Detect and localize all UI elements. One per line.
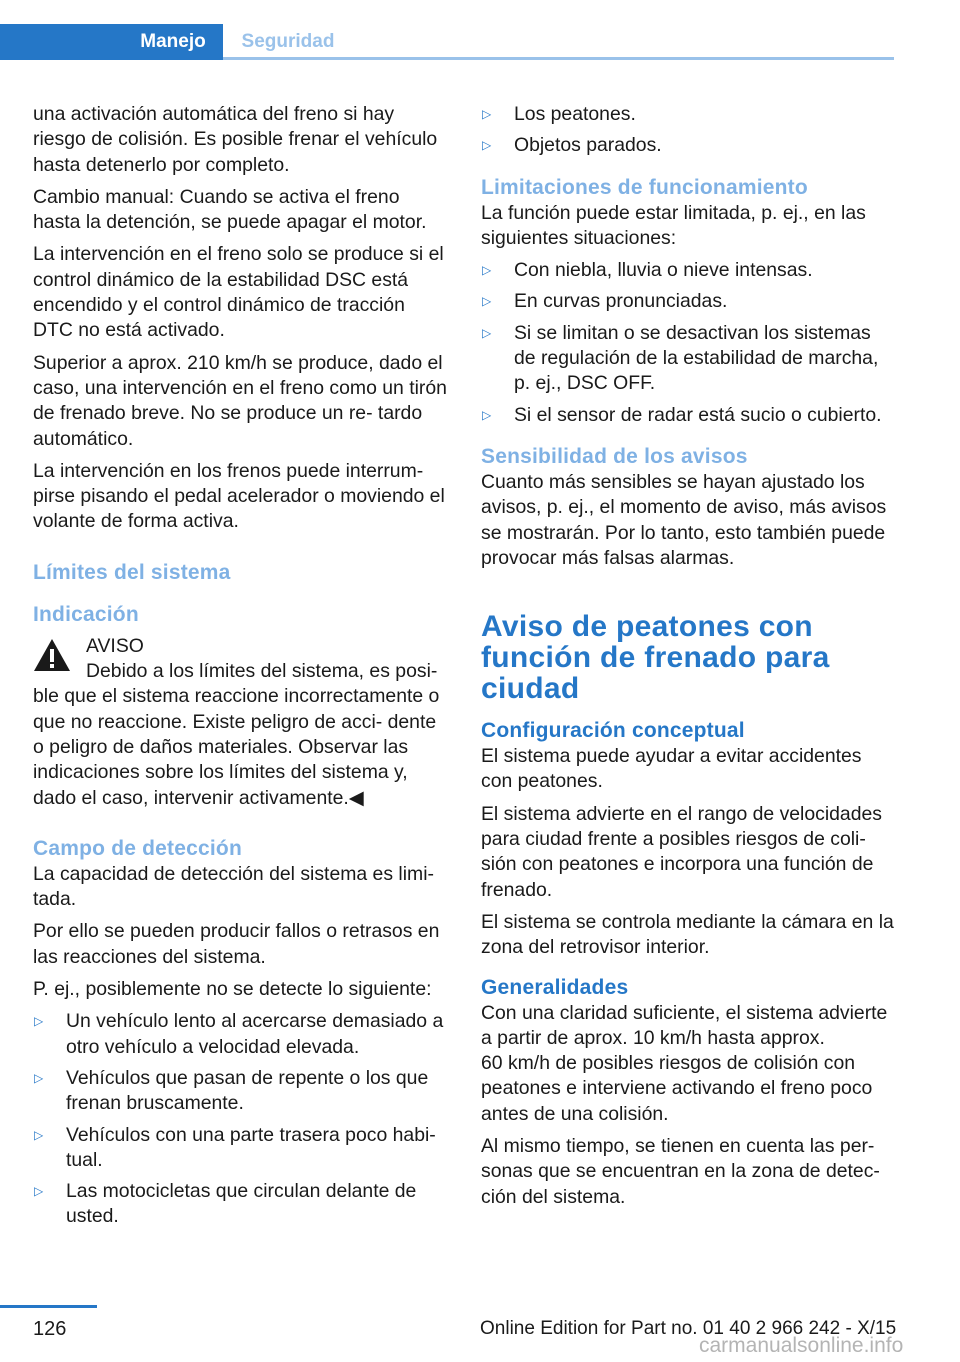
heading-concept: Configuración conceptual <box>481 719 745 743</box>
heading-general: Generalidades <box>481 975 629 999</box>
list-item-text: Si el sensor de radar está sucio o cubierto. <box>514 403 882 426</box>
paragraph: P. ej., posiblemente no se detecte lo siguiente: <box>33 978 432 1001</box>
list-item-text: Vehículos con una parte trasera poco habi‐ tual. <box>66 1123 436 1171</box>
triangle-right-icon: ▷ <box>34 1184 44 1199</box>
list-item <box>481 133 897 158</box>
list-item <box>481 289 897 314</box>
warning-triangle-icon <box>33 638 71 672</box>
list-item <box>481 321 897 397</box>
edition-note: Online Edition for Part no. 01 40 2 966 242 - X/15 <box>480 1318 897 1339</box>
paragraph: El sistema advierte en el rango de velocidades para ciudad frente a posibles riesgos de coli‐ sión con peatones e incorpora una función de frenado. <box>481 802 882 901</box>
paragraph: Cuanto más sensibles se hayan ajustado los avisos, p. ej., el momento de aviso, más avisos se mostrarán. Por lo tanto, esto también puede provocar más falsas alarmas. <box>481 470 887 569</box>
paragraph: La capacidad de detección del sistema es limi‐ tada. <box>33 862 434 911</box>
list-item <box>33 1179 449 1230</box>
list-item <box>481 102 897 127</box>
list-item-text: Los peatones. <box>514 103 636 125</box>
list-item-text: En curvas pronunciadas. <box>514 290 728 313</box>
chapter-tabbar <box>0 24 894 60</box>
footer-rule <box>0 1305 97 1308</box>
triangle-right-icon: ▷ <box>482 263 492 278</box>
watermark: carmanualsonline.info <box>699 1334 904 1357</box>
list-item-text: Un vehículo lento al acercarse demasiado a otro vehículo a velocidad elevada. <box>66 1010 444 1058</box>
paragraph: La función puede estar limitada, p. ej., en las siguientes situaciones: <box>481 201 866 249</box>
paragraph: una activación automática del freno si hay riesgo de colisión. Es posible frenar el vehículo hasta detenerlo por completo. <box>33 103 438 176</box>
warning-box <box>33 634 449 811</box>
list-item-text: Con niebla, lluvia o nieve intensas. <box>514 259 813 282</box>
list-item-text: Las motocicletas que circulan delante de usted. <box>66 1180 417 1228</box>
heading-function-limitations: Limitaciones de funcionamiento <box>481 175 808 199</box>
left-column <box>33 102 449 1237</box>
tab-manejo[interactable]: Manejo <box>123 24 223 60</box>
tabbar-lead <box>0 24 123 60</box>
limitations-list <box>481 258 897 428</box>
paragraph: 60 km/h de posibles riesgos de colisión con peatones e interviene activando el freno poco antes de una colisión. <box>481 1052 873 1125</box>
triangle-right-icon: ▷ <box>482 294 492 309</box>
paragraph: Al mismo tiempo, se tienen en cuenta las per‐ sonas que se encuentran en la zona de detec‐ ción del sistema. <box>481 1135 880 1208</box>
heading-indication: Indicación <box>33 602 139 626</box>
paragraph: Con una claridad suficiente, el sistema advierte a partir de aprox. 10 km/h hasta approx. <box>481 1001 888 1049</box>
paragraph: Por ello se pueden producir fallos o retrasos en las reacciones del sistema. <box>33 920 440 968</box>
section-title: Aviso de peatones con función de frenado para ciudad <box>481 610 830 706</box>
triangle-right-icon: ▷ <box>482 138 492 153</box>
list-item <box>33 1009 449 1060</box>
list-item <box>481 258 897 283</box>
list-item-text: Si se limitan o se desactivan los sistemas de regulación de la estabilidad de marcha, p. ej., DSC OFF. <box>514 321 879 395</box>
heading-detection-range: Campo de detección <box>33 836 242 860</box>
heading-warning-sensitivity: Sensibilidad de los avisos <box>481 444 748 468</box>
triangle-right-icon: ▷ <box>482 107 492 121</box>
paragraph: Cambio manual: Cuando se activa el freno hasta la detención, se puede apagar el motor. <box>33 185 427 234</box>
triangle-right-icon: ▷ <box>482 407 492 422</box>
triangle-right-icon: ▷ <box>34 1127 44 1142</box>
list-item <box>33 1123 449 1174</box>
tabbar-rule <box>223 57 894 60</box>
page-number: 126 <box>33 1318 67 1340</box>
warning-text: ble que el sistema reaccione incorrectamente o que no reaccione. Existe peligro de acci‐ dente o peligro de daños materiales. Observar las indicaciones sobre los límites del sistema y, dado el caso, intervenir activamente.◀ <box>33 685 440 809</box>
list-item <box>33 1066 449 1117</box>
heading-system-limits: Límites del sistema <box>33 560 231 584</box>
paragraph: El sistema puede ayudar a evitar accidentes con peatones. <box>481 745 862 793</box>
triangle-right-icon: ▷ <box>482 325 492 340</box>
warning-text-line1: Debido a los límites del sistema, es posi‐ <box>86 660 438 683</box>
list-item-text: Vehículos que pasan de repente o los que frenan bruscamente. <box>66 1066 429 1115</box>
triangle-right-icon: ▷ <box>34 1014 44 1029</box>
warning-title: AVISO <box>86 634 144 657</box>
right-column <box>481 102 897 1217</box>
undetected-list <box>33 1009 449 1229</box>
undetected-list-continued <box>481 102 897 159</box>
paragraph: Superior a aprox. 210 km/h se produce, dado el caso, una intervención en el freno como un tirón de frenado breve. No se produce un re‐ tardo automático. <box>33 351 447 450</box>
list-item-text: Objetos parados. <box>514 134 662 157</box>
tab-seguridad[interactable]: Seguridad <box>241 31 335 52</box>
paragraph: El sistema se controla mediante la cámara en la zona del retrovisor interior. <box>481 910 894 959</box>
list-item <box>481 403 897 428</box>
paragraph: La intervención en los frenos puede interrum‐ pirse pisando el pedal acelerador o moviendo el volante de forma activa. <box>33 459 445 533</box>
triangle-right-icon: ▷ <box>34 1070 44 1085</box>
paragraph: La intervención en el freno solo se produce si el control dinámico de la estabilidad DSC está encendido y el control dinámico de tracción DTC no está activado. <box>33 243 444 342</box>
